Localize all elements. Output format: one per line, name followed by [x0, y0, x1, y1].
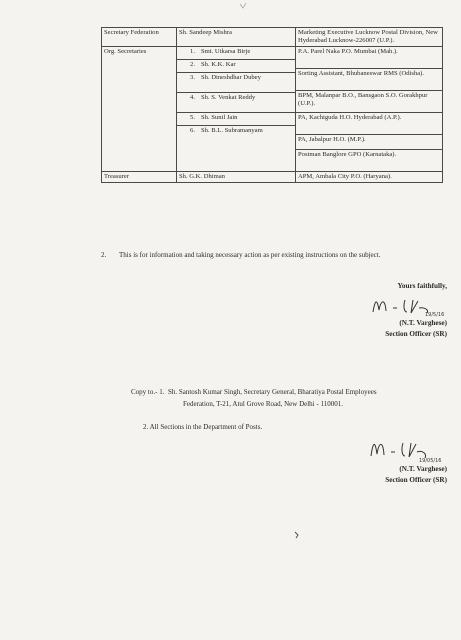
member-post: PA, Kachiguda H.O. Hyderabad (A.P.). [296, 113, 442, 135]
item-number: 6. [190, 126, 195, 134]
member-post: BPM, Malanpar B.O., Bansgaon S.O. Gorakhpur (U.P.). [296, 91, 442, 113]
member-post: Sorting Assistant, Bhubaneswar RMS (Odisha). [296, 69, 442, 91]
signatory-name: (N.T. Varghese) [399, 465, 447, 473]
signature-block-2 [367, 434, 447, 486]
table-row [102, 28, 443, 47]
signatory-name: (N.T. Varghese) [399, 318, 447, 327]
role-cell: Treasurer [102, 171, 177, 182]
member-name: Sh. K.K. Kar [201, 60, 236, 68]
item-number: 4. [190, 93, 195, 101]
member-name: Smt. Utkarsa Birje [201, 47, 251, 55]
copy-item-1-cont: Federation, T-21, Atul Grove Road, New Delhi - 110001. [183, 399, 343, 408]
name-cell: Sh. Sandeep Mishra [177, 28, 296, 47]
item-number: 5. [190, 113, 195, 121]
member-post: Postman Banglore GPO (Karnataka). [298, 150, 397, 158]
copy-item-1 [131, 387, 451, 399]
list-item [177, 126, 295, 145]
copy-item-2 [131, 422, 451, 434]
list-item [177, 113, 295, 126]
signature-date: 19/5/16 [425, 311, 445, 318]
scan-mark [238, 2, 248, 10]
paragraph-text: This is for information and taking necessary action as per existing instructions on the subject. [119, 251, 381, 259]
signatory-title: Section Officer (SR) [385, 329, 447, 338]
org-names-cell [177, 46, 296, 171]
post-cell: Marketing Executive Lucknow Postal Division, New Hyderabad Lucknow-226007 (U.P.). [296, 28, 443, 47]
copy-prefix: Copy to.- [131, 388, 158, 396]
list-item [177, 93, 295, 113]
table-row [102, 46, 443, 171]
item-number: 1. [190, 47, 195, 55]
item-number: 3. [190, 73, 195, 81]
post-cell: APM, Ambala City P.O. (Haryana). [296, 171, 443, 182]
member-name: Sh. S. Venkat Reddy [201, 93, 256, 101]
role-cell: Secretary Federation [102, 28, 177, 47]
signature-date: 19/05/16 [419, 458, 442, 464]
org-posts-cell [296, 46, 443, 171]
closing-text: Yours faithfully, [397, 282, 447, 290]
member-name: Sh. Dineshdhar Dubey [201, 73, 261, 81]
handwritten-signature [367, 292, 447, 318]
signatory-title: Section Officer (SR) [385, 475, 447, 484]
item-number: 1. [159, 388, 165, 396]
item-number: 2. [143, 423, 149, 432]
item-number: 2. [190, 60, 195, 68]
copy-text: All Sections in the Department of Posts. [149, 423, 263, 432]
member-post: P.A. Parel Naka P.O. Mumbai (Mah.). [296, 47, 442, 69]
copy-text: Sh. Santosh Kumar Singh, Secretary General, Bharatiya Postal Employees [167, 388, 377, 396]
member-name: Sh. B.L. Subramanyam [201, 126, 263, 134]
list-item [177, 60, 295, 73]
copy-to-section [131, 387, 451, 434]
office-bearers-table [101, 27, 443, 183]
list-item [177, 73, 295, 93]
signature-block-1 [367, 281, 447, 339]
handwritten-signature [367, 434, 447, 464]
table-row [102, 171, 443, 182]
paragraph-number: 2. [101, 251, 107, 259]
role-cell: Org. Secretaries [102, 46, 177, 171]
list-item [177, 47, 295, 60]
member-name: Sh. Sunil Jain [201, 113, 238, 121]
member-post: PA, Jabalpur H.O. (M.P.). [296, 135, 442, 150]
paragraph-2 [101, 250, 446, 261]
pen-mark [292, 530, 302, 540]
name-cell: Sh. G.K. Dhiman [177, 171, 296, 182]
